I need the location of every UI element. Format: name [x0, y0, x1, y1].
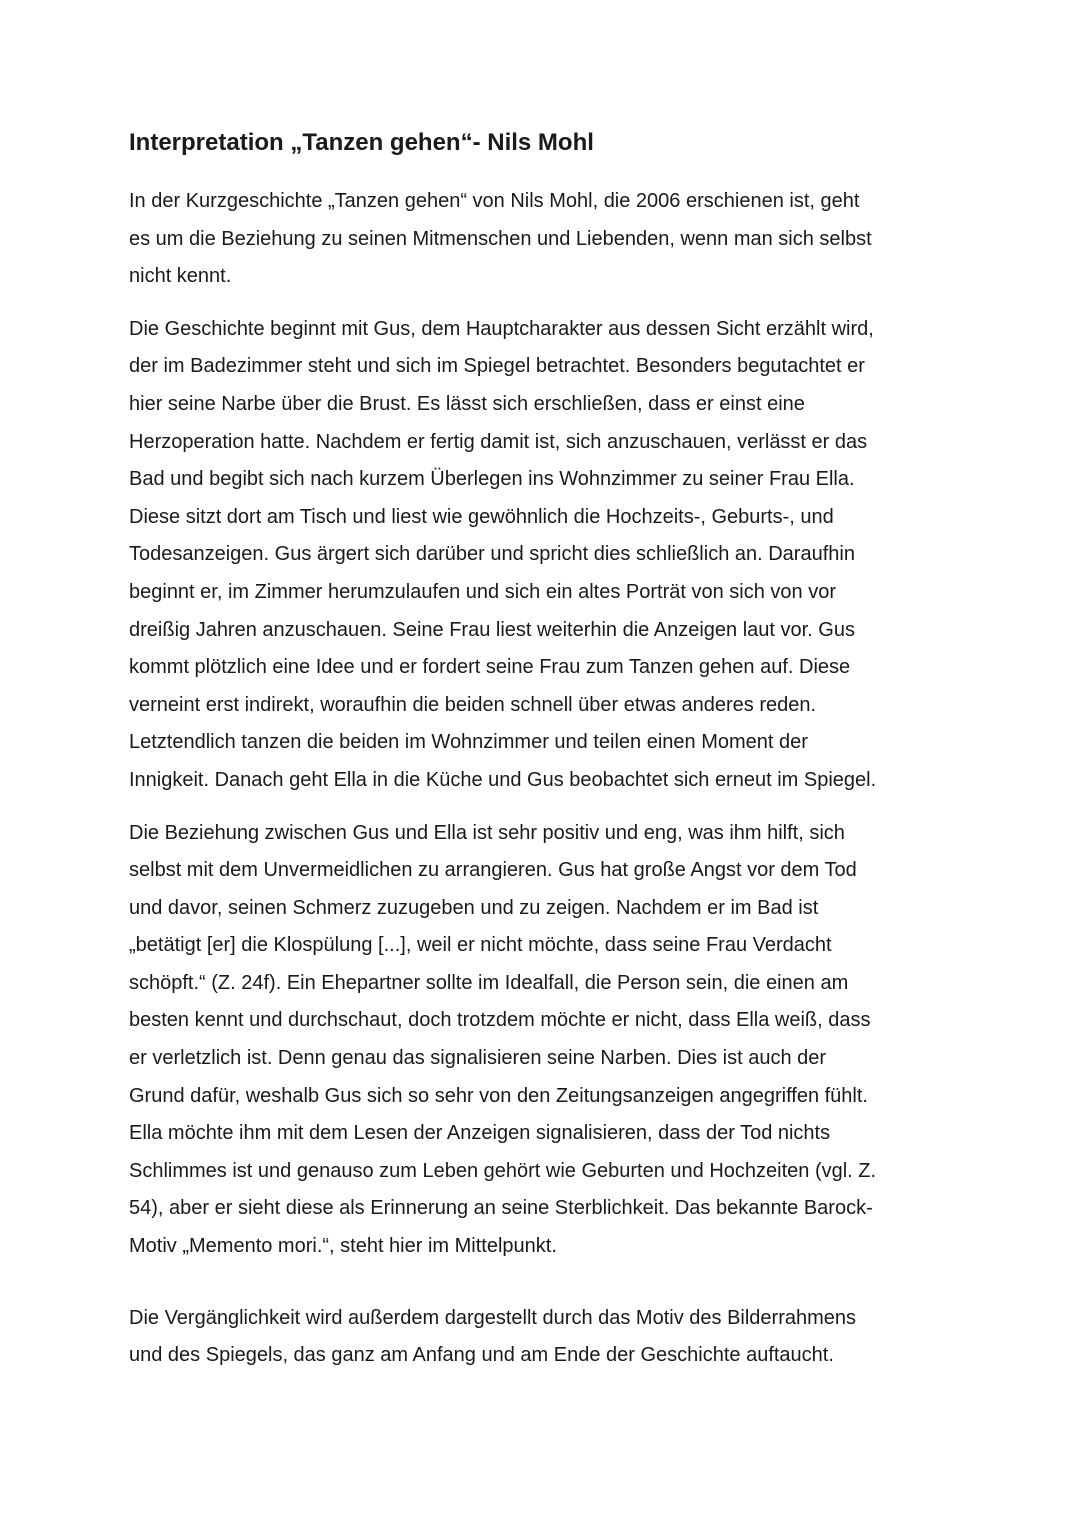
text-line: Herzoperation hatte. Nachdem er fertig damit ist, sich anzuschauen, verlässt er das	[129, 430, 868, 453]
text-line: „betätigt [er] die Klospülung [...], weil er nicht möchte, dass seine Frau Verdacht	[129, 934, 832, 957]
paragraph-intro	[129, 183, 950, 296]
text-line: Motiv „Memento mori.“, steht hier im Mittelpunkt.	[129, 1235, 557, 1258]
text-line: der im Badezimmer steht und sich im Spiegel betrachtet. Besonders begutachtet er	[129, 355, 865, 378]
paragraph-summary	[129, 311, 950, 800]
text-line: Grund dafür, weshalb Gus sich so sehr von den Zeitungsanzeigen angegriffen fühlt.	[129, 1084, 868, 1107]
text-line: er verletzlich ist. Denn genau das signalisieren seine Narben. Dies ist auch der	[129, 1047, 827, 1070]
text-line: hier seine Narbe über die Brust. Es lässt sich erschließen, dass er einst eine	[129, 392, 805, 415]
text-line: Schlimmes ist und genauso zum Leben gehört wie Geburten und Hochzeiten (vgl. Z.	[129, 1159, 877, 1182]
paragraph-analysis	[129, 815, 950, 1266]
text-line: Innigkeit. Danach geht Ella in die Küche und Gus beobachtet sich erneut im Spiegel.	[129, 768, 877, 791]
text-line: selbst mit dem Unvermeidlichen zu arrangieren. Gus hat große Angst vor dem Tod	[129, 859, 857, 882]
text-line: dreißig Jahren anzuschauen. Seine Frau liest weiterhin die Anzeigen laut vor. Gus	[129, 618, 855, 641]
text-line: und davor, seinen Schmerz zuzugeben und zu zeigen. Nachdem er im Bad ist	[129, 896, 819, 919]
text-line: nicht kennt.	[129, 265, 232, 288]
text-line: Die Beziehung zwischen Gus und Ella ist sehr positiv und eng, was ihm hilft, sich	[129, 821, 845, 844]
text-line: besten kennt und durchschaut, doch trotzdem möchte er nicht, dass Ella weiß, dass	[129, 1009, 871, 1032]
text-line: Ella möchte ihm mit dem Lesen der Anzeigen signalisieren, dass der Tod nichts	[129, 1122, 831, 1145]
text-line: In der Kurzgeschichte „Tanzen gehen“ von Nils Mohl, die 2006 erschienen ist, geht	[129, 190, 860, 212]
text-line: Letztendlich tanzen die beiden im Wohnzimmer und teilen einen Moment der	[129, 731, 808, 754]
text-line: Bad und begibt sich nach kurzem Überlegen ins Wohnzimmer zu seiner Frau Ella.	[129, 468, 855, 491]
text-line: Todesanzeigen. Gus ärgert sich darüber und spricht dies schließlich an. Daraufhin	[129, 543, 855, 566]
text-line: Die Vergänglichkeit wird außerdem dargestellt durch das Motiv des Bilderrahmens	[129, 1306, 857, 1329]
text-line: verneint erst indirekt, woraufhin die beiden schnell über etwas anderes reden.	[129, 693, 817, 716]
text-line: kommt plötzlich eine Idee und er fordert seine Frau zum Tanzen gehen auf. Diese	[129, 656, 851, 679]
text-line: und des Spiegels, das ganz am Anfang und am Ende der Geschichte auftaucht.	[129, 1344, 834, 1367]
paragraph-motifs	[129, 1300, 950, 1375]
page-title: Interpretation „Tanzen gehen“- Nils Mohl	[129, 129, 594, 156]
text-line: schöpft.“ (Z. 24f). Ein Ehepartner sollte im Idealfall, die Person sein, die einen am	[129, 971, 849, 994]
text-line: beginnt er, im Zimmer herumzulaufen und sich ein altes Porträt von sich von vor	[129, 580, 836, 603]
text-line: es um die Beziehung zu seinen Mitmenschen und Liebenden, wenn man sich selbst	[129, 227, 872, 250]
text-line: 54), aber er sieht diese als Erinnerung an seine Sterblichkeit. Das bekannte Barock-	[129, 1197, 873, 1220]
text-line: Die Geschichte beginnt mit Gus, dem Hauptcharakter aus dessen Sicht erzählt wird,	[129, 317, 874, 340]
text-line: Diese sitzt dort am Tisch und liest wie gewöhnlich die Hochzeits-, Geburts-, und	[129, 505, 834, 528]
